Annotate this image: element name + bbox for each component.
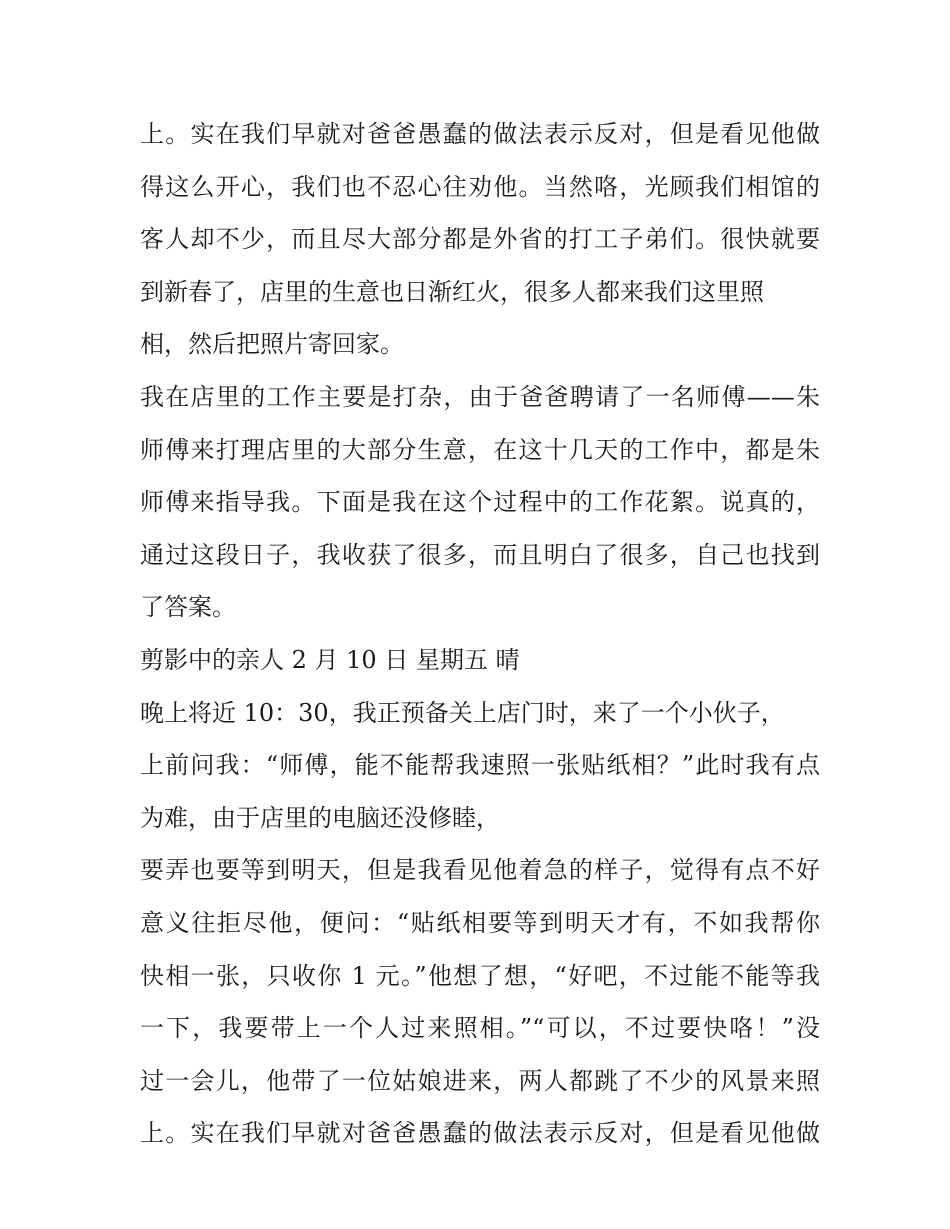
text-line: 过一会儿，他带了一位姑娘进来，两人都跳了不少的风景来照 <box>140 1066 820 1095</box>
text-line: 到新春了，店里的生意也日渐红火，很多人都来我们这里照 <box>140 277 764 306</box>
text-line: 意义往拒尽他，便问：“贴纸相要等到明天才有，不如我帮你 <box>140 908 820 937</box>
text-line: 了答案。 <box>140 593 236 622</box>
text-line: 快相一张，只收你 1 元。”他想了想，“好吧，不过能不能等我 <box>140 961 820 990</box>
text-line: 通过这段日子，我收获了很多，而且明白了很多，自己也找到 <box>140 540 820 569</box>
text-line: 我在店里的工作主要是打杂，由于爸爸聘请了一名师傅——朱 <box>140 382 820 411</box>
text-line: 师傅来指导我。下面是我在这个过程中的工作花絮。说真的， <box>140 488 820 517</box>
text-line: 上。实在我们早就对爸爸愚蠢的做法表示反对，但是看见他做 <box>140 120 820 148</box>
text-line: 师傅来打理店里的大部分生意，在这十几天的工作中，都是朱 <box>140 435 820 464</box>
text-line: 要弄也要等到明天，但是我看见他着急的样子，觉得有点不好 <box>140 856 820 885</box>
text-line: 晚上将近 10：30，我正预备关上店门时，来了一个小伙子， <box>140 698 785 727</box>
text-line: 为难，由于店里的电脑还没修睦， <box>140 803 500 832</box>
text-line: 一下，我要带上一个人过来照相。”“可以，不过要快咯！”没 <box>140 1014 820 1043</box>
text-line: 客人却不少，而且尽大部分都是外省的打工子弟们。很快就要 <box>140 225 820 254</box>
body-text <box>140 108 820 1160</box>
text-line: 剪影中的亲人 2 月 10 日 星期五 晴 <box>140 645 520 674</box>
text-line: 上前问我：“师傅，能不能帮我速照一张贴纸相？”此时我有点 <box>140 751 820 780</box>
text-line: 得这么开心，我们也不忍心往劝他。当然咯，光顾我们相馆的 <box>140 172 820 201</box>
text-line: 相，然后把照片寄回家。 <box>140 330 404 359</box>
text-line: 上。实在我们早就对爸爸愚蠢的做法表示反对，但是看见他做 <box>140 1119 820 1148</box>
